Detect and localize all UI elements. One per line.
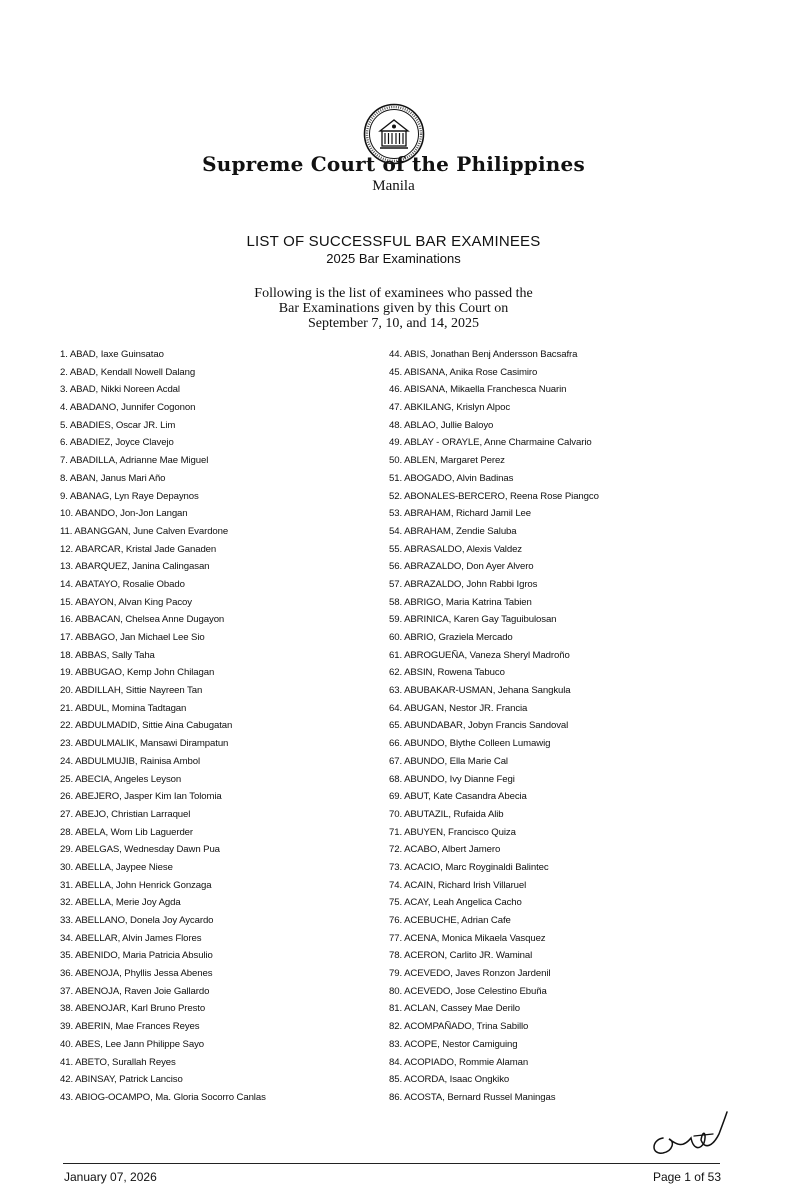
examinee-entry: 7. ABADILLA, Adrianne Mae Miguel	[60, 455, 209, 467]
examinee-entry: 37. ABENOJA, Raven Joie Gallardo	[60, 985, 210, 997]
examinee-entry: 53. ABRAHAM, Richard Jamil Lee	[389, 508, 532, 520]
examinee-entry: 9. ABANAG, Lyn Raye Depaynos	[60, 490, 199, 502]
examinee-entry: 78. ACERON, Carlito JR. Waminal	[389, 950, 533, 962]
examinee-entry: 50. ABLEN, Margaret Perez	[389, 455, 505, 467]
examinee-entry: 49. ABLAY - ORAYLE, Anne Charmaine Calvario	[389, 437, 592, 449]
examinee-entry: 41. ABETO, Surallah Reyes	[60, 1056, 176, 1068]
document-subtitle: 2025 Bar Examinations	[326, 251, 461, 266]
examinee-entry: 12. ABARCAR, Kristal Jade Ganaden	[60, 543, 217, 555]
examinee-entry: 57. ABRAZALDO, John Rabbi Igros	[389, 578, 538, 590]
examinee-entry: 42. ABINSAY, Patrick Lanciso	[60, 1074, 183, 1086]
examinee-entry: 80. ACEVEDO, Jose Celestino Ebuña	[389, 985, 547, 997]
examinee-entry: 82. ACOMPAÑADO, Trina Sabillo	[389, 1021, 529, 1033]
examinee-entry: 47. ABKILANG, Krislyn Alpoc	[389, 402, 511, 414]
examinee-entry: 15. ABAYON, Alvan King Pacoy	[60, 596, 192, 608]
examinee-entry: 32. ABELLA, Merie Joy Agda	[60, 897, 181, 909]
examinee-entry: 62. ABSIN, Rowena Tabuco	[389, 667, 505, 679]
examinee-entry: 79. ACEVEDO, Javes Ronzon Jardenil	[389, 968, 551, 980]
examinee-entry: 86. ACOSTA, Bernard Russel Maningas	[389, 1091, 556, 1103]
examinee-entry: 6. ABADIEZ, Joyce Clavejo	[60, 437, 174, 449]
examinee-entry: 3. ABAD, Nikki Noreen Acdal	[60, 384, 180, 396]
examinee-entry: 25. ABECIA, Angeles Leyson	[60, 773, 182, 785]
examinee-entry: 14. ABATAYO, Rosalie Obado	[60, 578, 185, 590]
examinee-entry: 16. ABBACAN, Chelsea Anne Dugayon	[60, 614, 225, 626]
examinee-entry: 46. ABISANA, Mikaella Franchesca Nuarin	[389, 384, 567, 396]
examinee-entry: 76. ACEBUCHE, Adrian Cafe	[389, 915, 511, 926]
footer-divider	[63, 1163, 720, 1164]
examinee-entry: 58. ABRIGO, Maria Katrina Tabien	[389, 596, 532, 608]
examinee-entry: 67. ABUNDO, Ella Marie Cal	[389, 755, 508, 767]
examinee-entry: 66. ABUNDO, Blythe Colleen Lumawig	[389, 738, 551, 750]
examinee-entry: 23. ABDULMALIK, Mansawi Dirampatun	[60, 738, 229, 750]
examinee-entry: 34. ABELLAR, Alvin James Flores	[60, 932, 202, 944]
page-number: Page 1 of 53	[652, 1170, 721, 1184]
examinee-entry: 10. ABANDO, Jon-Jon Langan	[60, 508, 188, 520]
examinee-entry: 45. ABISANA, Anika Rose Casimiro	[389, 366, 538, 378]
examinee-entry: 75. ACAY, Leah Angelica Cacho	[389, 897, 522, 909]
examinee-entry: 35. ABENIDO, Maria Patricia Absulio	[60, 950, 213, 962]
examinee-entry: 65. ABUNDABAR, Jobyn Francis Sandoval	[389, 720, 569, 732]
examinee-entry: 71. ABUYEN, Francisco Quiza	[389, 826, 516, 838]
examinee-entry: 55. ABRASALDO, Alexis Valdez	[389, 543, 523, 555]
handwritten-signature	[647, 1108, 729, 1156]
intro-line: September 7, 10, and 14, 2025	[307, 316, 480, 331]
examinee-entry: 13. ABARQUEZ, Janina Calingasan	[60, 561, 210, 573]
footer-date: January 07, 2026	[64, 1170, 157, 1184]
examinee-entry: 29. ABELGAS, Wednesday Dawn Pua	[60, 844, 220, 856]
examinee-entry: 40. ABES, Lee Jann Philippe Sayo	[60, 1038, 205, 1050]
examinee-list-right	[389, 346, 734, 1107]
examinee-entry: 18. ABBAS, Sally Taha	[60, 649, 155, 661]
court-city: Manila	[372, 178, 415, 194]
examinee-entry: 19. ABBUGAO, Kemp John Chilagan	[60, 667, 215, 679]
examinee-entry: 2. ABAD, Kendall Nowell Dalang	[60, 366, 196, 378]
examinee-entry: 11. ABANGGAN, June Calven Evardone	[60, 525, 229, 537]
examinee-entry: 77. ACENA, Monica Mikaela Vasquez	[389, 932, 546, 944]
examinee-entry: 30. ABELLA, Jaypee Niese	[60, 861, 173, 873]
examinee-entry: 20. ABDILLAH, Sittie Nayreen Tan	[60, 685, 203, 697]
examinee-entry: 60. ABRIO, Graziela Mercado	[389, 632, 513, 643]
examinee-entry: 56. ABRAZALDO, Don Ayer Alvero	[389, 561, 534, 573]
examinee-entry: 1. ABAD, Iaxe Guinsatao	[60, 349, 164, 360]
examinee-entry: 51. ABOGADO, Alvin Badinas	[389, 472, 514, 484]
intro-line: Following is the list of examinees who passed the	[254, 286, 533, 301]
examinee-entry: 68. ABUNDO, Ivy Dianne Fegi	[389, 773, 515, 785]
examinee-entry: 33. ABELLANO, Donela Joy Aycardo	[60, 915, 214, 926]
intro-line: Bar Examinations given by this Court on	[278, 301, 509, 316]
examinee-entry: 83. ACOPE, Nestor Camiguing	[389, 1038, 518, 1050]
examinee-entry: 84. ACOPIADO, Rommie Alaman	[389, 1056, 529, 1068]
examinee-entry: 64. ABUGAN, Nestor JR. Francia	[389, 702, 528, 714]
examinee-entry: 63. ABUBAKAR-USMAN, Jehana Sangkula	[389, 685, 571, 697]
examinee-entry: 4. ABADANO, Junnifer Cogonon	[60, 402, 196, 414]
examinee-entry: 81. ACLAN, Cassey Mae Derilo	[389, 1003, 521, 1015]
examinee-entry: 73. ACACIO, Marc Royginaldi Balintec	[389, 861, 549, 873]
examinee-entry: 28. ABELA, Wom Lib Laguerder	[60, 826, 194, 838]
examinee-entry: 54. ABRAHAM, Zendie Saluba	[389, 525, 517, 537]
examinee-entry: 38. ABENOJAR, Karl Bruno Presto	[60, 1003, 206, 1015]
examinee-entry: 17. ABBAGO, Jan Michael Lee Sio	[60, 632, 205, 643]
examinee-entry: 8. ABAN, Janus Mari Año	[60, 472, 166, 484]
examinee-entry: 21. ABDUL, Momina Tadtagan	[60, 702, 187, 714]
examinee-entry: 61. ABROGUEÑA, Vaneza Sheryl Madroño	[389, 649, 570, 661]
examinee-list-left	[60, 346, 380, 1107]
examinee-entry: 43. ABIOG-OCAMPO, Ma. Gloria Socorro Canlas	[60, 1091, 266, 1103]
examinee-entry: 74. ACAIN, Richard Irish Villaruel	[389, 879, 527, 891]
examinee-entry: 52. ABONALES-BERCERO, Reena Rose Piangco	[389, 490, 599, 502]
examinee-entry: 85. ACORDA, Isaac Ongkiko	[389, 1074, 510, 1086]
examinee-entry: 31. ABELLA, John Henrick Gonzaga	[60, 879, 212, 891]
examinee-entry: 39. ABERIN, Mae Frances Reyes	[60, 1021, 200, 1033]
examinee-entry: 59. ABRINICA, Karen Gay Taguibulosan	[389, 614, 557, 626]
court-name: Supreme Court of the Philippines	[202, 152, 585, 176]
examinee-entry: 27. ABEJO, Christian Larraquel	[60, 808, 191, 820]
examinee-entry: 69. ABUT, Kate Casandra Abecia	[389, 791, 527, 803]
examinee-entry: 24. ABDULMUJIB, Rainisa Ambol	[60, 755, 200, 767]
examinee-entry: 26. ABEJERO, Jasper Kim Ian Tolomia	[60, 791, 222, 803]
examinee-entry: 48. ABLAO, Jullie Baloyo	[389, 419, 494, 431]
examinee-entry: 70. ABUTAZIL, Rufaida Alib	[389, 808, 504, 820]
examinee-entry: 44. ABIS, Jonathan Benj Andersson Bacsafra	[389, 349, 578, 360]
examinee-entry: 5. ABADIES, Oscar JR. Lim	[60, 419, 176, 431]
examinee-entry: 72. ACABO, Albert Jamero	[389, 844, 501, 856]
document-title: LIST OF SUCCESSFUL BAR EXAMINEES	[246, 233, 541, 250]
intro-paragraph	[0, 286, 787, 331]
examinee-entry: 36. ABENOJA, Phyllis Jessa Abenes	[60, 968, 213, 980]
examinee-entry: 22. ABDULMADID, Sittie Aina Cabugatan	[60, 720, 233, 732]
